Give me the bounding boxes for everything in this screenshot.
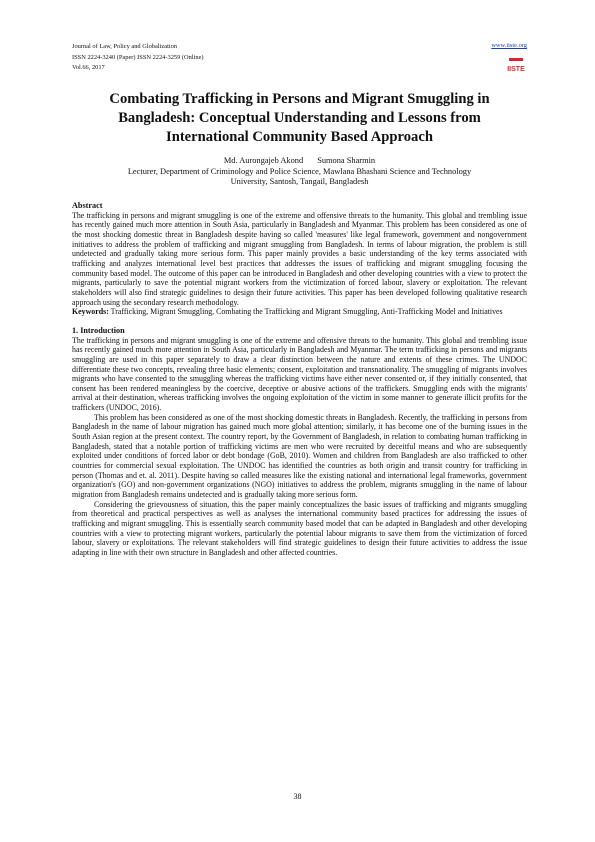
iiste-logo-icon	[507, 54, 525, 74]
author-1: Md. Aurongajeb Akond	[223, 156, 304, 165]
author-2: Sumona Sharmin	[317, 156, 376, 165]
paper-title	[72, 90, 527, 147]
keywords-line	[72, 307, 527, 317]
title-line-2: Bangladesh: Conceptual Understanding and Lessons from	[118, 110, 481, 126]
section-heading-introduction: 1. Introduction	[72, 325, 125, 335]
title-line-3: International Community Based Approach	[166, 129, 433, 145]
keywords-label: Keywords:	[72, 307, 109, 317]
issn-line: ISSN 2224-3240 (Paper) ISSN 2224-3259 (Online)	[72, 53, 204, 61]
intro-paragraph-2: This problem has been considered as one of the most shocking domestic threats in Bangladesh. Recently, the trafficking in persons from Bangladesh in the name of labour migration has gained much more global attention; similarly, it has become one of the burning issues in the South Asian region at the present context. The country report, by the Government of Bangladesh, in relation to combating human trafficking in Bangladesh, stated that a notable portion of trafficking victims are men who were recruited by deceitful means and who are subsequently exploited under conditions of forced labor or debt bondage (GoB, 2010). Women and children from Bangladesh are also trafficked to other countries for commercial sexual exploitation. The UNDOC has identified the countries as both origin and transit country for trafficking in person (Thomas and et. al. 2011). Despite having so called measures like the existing national and international legal frameworks, government organization's (GO) and non-government organizations (NGO) initiatives to address the problem, migrants smuggling in the name of labour migration from Bangladesh remains undetected and is gradually taking more serious form.	[72, 412, 527, 500]
keywords-text: Trafficking, Migrant Smuggling, Combating the Trafficking and Migrant Smuggling, Anti-Trafficking Model and Initiatives	[110, 307, 503, 317]
volume-line: Vol.66, 2017	[72, 64, 105, 72]
page-number: 38	[293, 792, 302, 801]
website-link[interactable]: www.iiste.org	[491, 42, 527, 49]
abstract-text: The trafficking in persons and migrant smuggling is one of the extreme and offensive threats to the humanity. This global and trembling issue has recently gained much more attention in South Asia, particularly in Bangladesh and Myanmar. This problem has been considered as one of the most shocking domestic threat in Bangladesh despite having so called 'measures' like legal framework, government and nongovernment initiatives to address the problem of trafficking and migrant smuggling from Bangladesh. In terms of labour migration, the problem is still undetected and gradually taking more serious form. This paper mainly provides a basic understanding of the key terms associated with trafficking and analyzes international level best practices that addresses the issues of trafficking and migrant smuggling focusing the community based model. The outcome of this paper can be introduced in Bangladesh and other developing countries with a view to protect the migrants, particularly to save the potential migrant workers from the victimization of forced labour, slavery or exploitation. The relevant stakeholders will also find strategic guidelines to design their future activities. This paper has been developed following qualitative research approach using the secondary research methodology.	[72, 210, 527, 307]
journal-name: Journal of Law, Policy and Globalization	[72, 43, 178, 50]
intro-paragraph-3: Considering the grievousness of situation, this the paper mainly conceptualizes the basic issues of trafficking and migrants smuggling from theoretical and practical perspectives as well as analyses the international community based practices for addressing the issues of trafficking and migrant smuggling. This is essentially search community based model that can be adapted in Bangladesh and other developing countries with a view to protecting migrant workers, particularly the potential labour migrants to save them from the victimization of forced labour, slavery or exploitations. The relevant stakeholders will find strategic guidelines to design their future activities to address the issue adapting in line with their own structure in Bangladesh and other affected countries.	[72, 499, 527, 557]
svg-text:IISTE: IISTE	[507, 66, 525, 73]
author-block	[72, 156, 527, 188]
abstract-heading: Abstract	[72, 201, 103, 210]
journal-header	[72, 42, 204, 74]
intro-paragraph-1: The trafficking in persons and migrant smuggling is one of the extreme and offensive threats to the humanity. This global and trembling issue has recently gained much more attention in South Asia, particularly in Bangladesh and Myanmar. The term trafficking in persons and migrants smuggling are used in this paper separately to draw a clear distinction between the nature and extents of these crimes. The UNDOC differentiate these two concepts, revealing three basic elements; consent, exploitation and transnationality. The smuggling of migrants involves migrants who have consented to the smuggling whereas the trafficking victims have either never consented or, if they initially consented, that consent has been rendered meaningless by the coercive, deceptive or abusive actions of the traffickers. Smuggling ends with the migrants' arrival at their destination, whereas trafficking involves the ongoing exploitation of the victim in some manner to generate illicit profits for the traffickers (UNDOC, 2016).	[72, 335, 527, 413]
paper-body	[72, 201, 527, 558]
affiliation-line-2: University, Santosh, Tangail, Bangladesh	[230, 177, 369, 187]
affiliation-line-1: Lecturer, Department of Criminology and Police Science, Mawlana Bhashani Science and Technology	[127, 166, 472, 176]
title-line-1: Combating Trafficking in Persons and Migrant Smuggling in	[109, 91, 490, 107]
